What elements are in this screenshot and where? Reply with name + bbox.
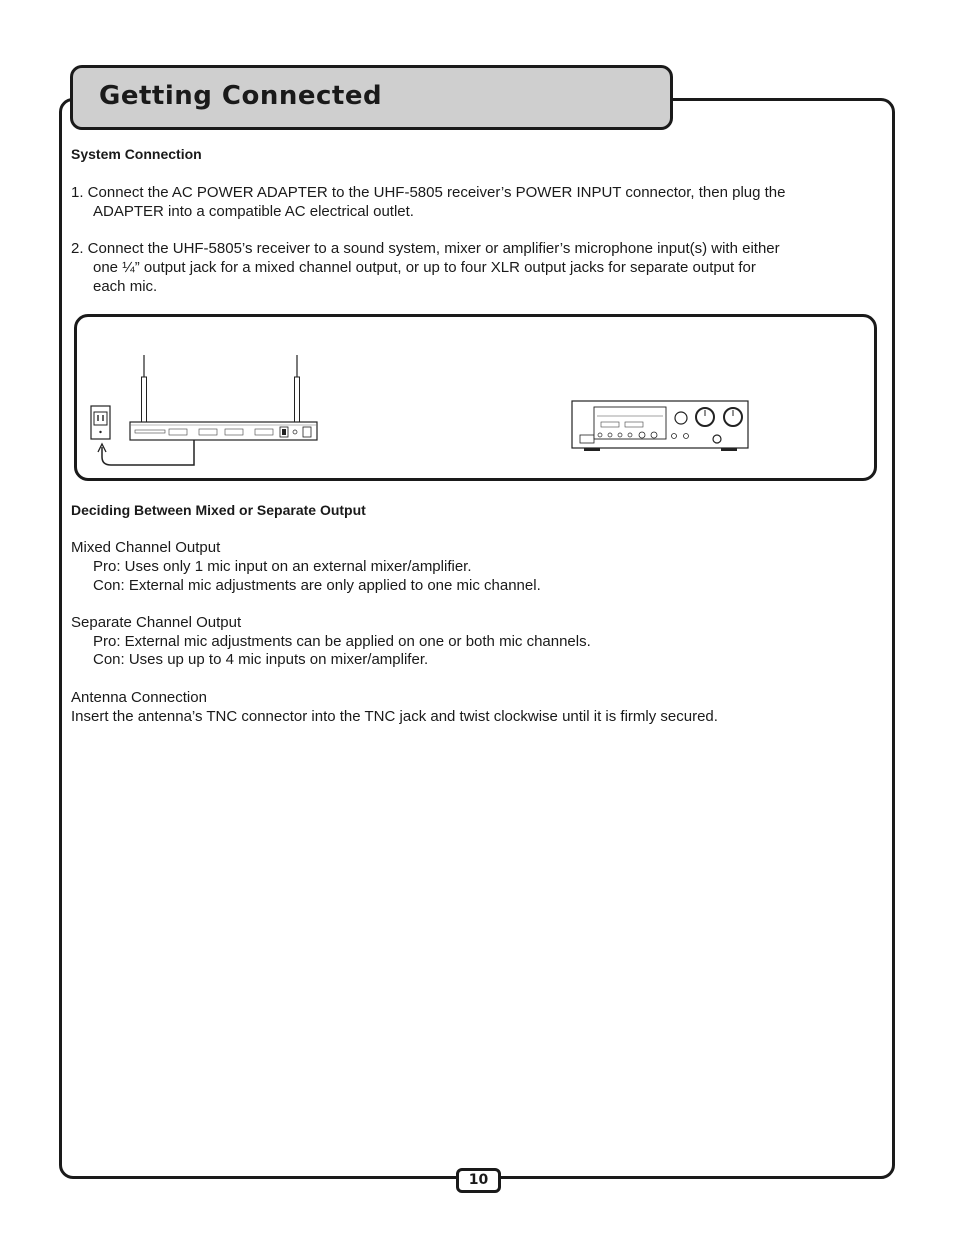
step2-line3: each mic.: [93, 278, 158, 295]
step1-line2: ADAPTER into a compatible AC electrical outlet.: [93, 203, 414, 220]
connection-diagram: [74, 314, 877, 481]
mixed-channel-title: Mixed Channel Output: [71, 539, 221, 556]
receiver-unit-icon: [130, 355, 317, 440]
wall-outlet-icon: [91, 406, 110, 439]
separate-channel-con: Con: Uses up up to 4 mic inputs on mixer/amplifer.: [93, 651, 429, 668]
step1-line1: 1. Connect the AC POWER ADAPTER to the UHF-5805 receiver’s POWER INPUT connector, then plug the: [71, 184, 786, 201]
separate-channel-pro: Pro: External mic adjustments can be applied on one or both mic channels.: [93, 633, 591, 650]
antenna-connection-title: Antenna Connection: [71, 689, 207, 706]
step2-line2: one ¼” output jack for a mixed channel output, or up to four XLR output jacks for separate output for: [93, 259, 756, 276]
page-title: Getting Connected: [99, 81, 383, 111]
mixed-channel-con: Con: External mic adjustments are only applied to one mic channel.: [93, 577, 541, 594]
deciding-heading: Deciding Between Mixed or Separate Output: [71, 502, 366, 518]
title-tab: [70, 65, 673, 130]
amplifier-unit-icon: [572, 401, 748, 451]
system-connection-heading: System Connection: [71, 146, 202, 162]
step2-line1: 2. Connect the UHF-5805’s receiver to a sound system, mixer or amplifier’s microphone input(s) with either: [71, 240, 780, 257]
separate-channel-title: Separate Channel Output: [71, 614, 242, 631]
antenna-connection-text: Insert the antenna’s TNC connector into the TNC jack and twist clockwise until it is firmly secured.: [71, 708, 718, 725]
page-number: 10: [456, 1168, 501, 1193]
mixed-channel-pro: Pro: Uses only 1 mic input on an external mixer/amplifier.: [93, 558, 472, 575]
connection-diagram-illustration: [77, 317, 880, 484]
